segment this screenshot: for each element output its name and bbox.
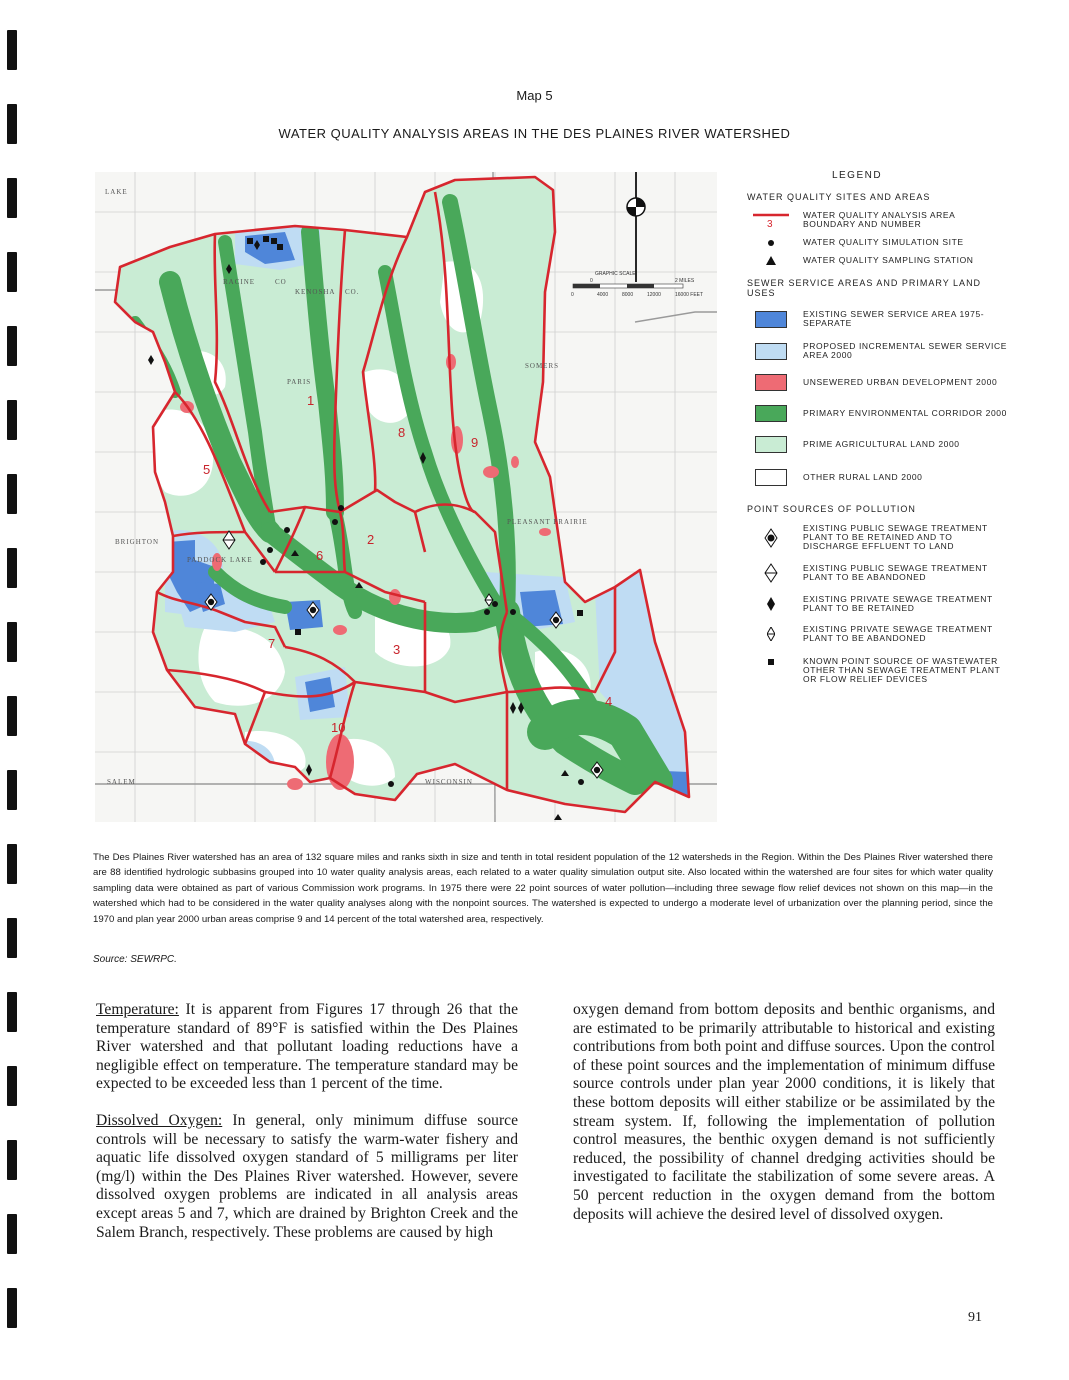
binding-hole bbox=[7, 1214, 17, 1254]
binding-hole bbox=[7, 400, 17, 440]
legend-row-corridor bbox=[747, 405, 1007, 422]
legend-row-existing-sewer bbox=[747, 310, 1007, 328]
boundary-line-icon bbox=[751, 212, 791, 228]
legend-row-simulation bbox=[747, 238, 1007, 247]
existing-sewer-swatch bbox=[755, 311, 787, 328]
unsewered-swatch bbox=[755, 374, 787, 391]
paragraph-continued: oxygen demand from bottom deposits and benthic organisms, and are estimated to be primarily attributable to historical and existing contributions from both point and diffuse sources. Upon the control of these point sources and the implementation of minimum diffuse source controls under plan year 2000 conditions, it is likely that these bottom deposits will either stabilize or be assimilated by the stream system. If, following the implementation of pollution control measures, the benthic oxygen demand is not sufficiently reduced, the possibility of channel dredging activities should be investigated to facilitate the stabilization of some severe areas. A 50 percent reduction in the oxygen demand from the bottom deposits will achieve the desired level of dissolved oxygen. bbox=[573, 1001, 995, 1223]
simulation-site bbox=[484, 609, 490, 615]
binding-strip bbox=[0, 0, 30, 1380]
binding-hole bbox=[7, 30, 17, 70]
private-abandoned-icon bbox=[767, 627, 775, 641]
legend-boundary-symbol bbox=[747, 212, 795, 228]
legend-row-public-abandoned bbox=[747, 563, 1007, 583]
simulation-site bbox=[388, 781, 394, 787]
map-legend bbox=[747, 170, 1007, 684]
place-label: LAKE bbox=[105, 188, 128, 196]
proposed-sewer-swatch bbox=[755, 343, 787, 360]
binding-hole bbox=[7, 992, 17, 1032]
place-label: PLEASANT PRAIRIE bbox=[507, 518, 588, 526]
legend-other-source-label: KNOWN POINT SOURCE OF WASTEWATER OTHER THAN SEWAGE TREATMENT PLANT OR FLOW RELIEF DEVICES bbox=[803, 656, 1001, 684]
area-number-3: 3 bbox=[393, 642, 401, 657]
legend-section-point: POINT SOURCES OF POLLUTION bbox=[747, 504, 916, 514]
paragraph-dissolved-oxygen bbox=[96, 1112, 518, 1242]
heading-temperature: Temperature: bbox=[96, 1001, 179, 1018]
place-label: SOMERS bbox=[525, 362, 560, 370]
legend-public-abandoned-label: EXISTING PUBLIC SEWAGE TREATMENT PLANT TO BE ABANDONED bbox=[803, 563, 988, 582]
map-canvas bbox=[95, 172, 717, 822]
scale-tick: 16000 FEET bbox=[675, 292, 704, 298]
binding-hole bbox=[7, 1066, 17, 1106]
legend-row-sampling bbox=[747, 256, 1007, 265]
legend-section-sites: WATER QUALITY SITES AND AREAS bbox=[747, 192, 931, 202]
prime-ag-swatch bbox=[755, 436, 787, 453]
simulation-site bbox=[578, 779, 584, 785]
place-label: PADDOCK LAKE bbox=[187, 556, 253, 564]
map-label: Map 5 bbox=[516, 88, 553, 103]
simulation-site bbox=[267, 547, 273, 553]
legend-title: LEGEND bbox=[831, 170, 883, 181]
scale-label: GRAPHIC SCALE bbox=[595, 271, 636, 277]
scale-miles-label: 2 MILES bbox=[675, 278, 695, 284]
legend-row-private-retained bbox=[747, 595, 1007, 613]
legend-prime-ag-label: PRIME AGRICULTURAL LAND 2000 bbox=[803, 439, 960, 449]
binding-hole bbox=[7, 178, 17, 218]
legend-public-retained-label: EXISTING PUBLIC SEWAGE TREATMENT PLANT TO BE RETAINED AND TO DISCHARGE EFFLUENT TO LAND bbox=[803, 523, 988, 551]
place-label: SALEM bbox=[107, 778, 136, 786]
text-column-right bbox=[573, 1001, 995, 1242]
scale-tick: 4000 bbox=[597, 292, 609, 298]
scale-tick: 0 bbox=[571, 292, 574, 298]
text-dissolved-oxygen: In general, only minimum diffuse source controls will be necessary to satisfy the warm-water fishery and aquatic life dissolved oxygen standard of 5 milligrams per liter (mg/l) within the Des Plaines River watershed. However, severe dissolved oxygen problems are indicated in all analysis areas except areas 5 and 7, which are drained by Brighton Creek and the Salem Branch, respectively. These problems are caused by high bbox=[96, 1111, 518, 1241]
legend-row-unsewered bbox=[747, 374, 1007, 391]
area-number-1: 1 bbox=[307, 393, 315, 408]
legend-unsewered-label: UNSEWERED URBAN DEVELOPMENT 2000 bbox=[803, 377, 998, 387]
simulation-dot-icon bbox=[768, 240, 774, 246]
place-label: KENOSHA bbox=[295, 288, 336, 296]
scale-tick: 8000 bbox=[622, 292, 634, 298]
watershed-map bbox=[95, 172, 717, 822]
legend-row-other-source bbox=[747, 657, 1007, 684]
simulation-site bbox=[260, 559, 266, 565]
binding-hole bbox=[7, 474, 17, 514]
text-temperature: It is apparent from Figures 17 through 26 that the temperature standard of 89°F is satisfied within the Des Plaines River watershed and that pollutant loading reductions have a negligible effect on temperature. The temperature standard may be expected to be exceeded less than 1 percent of the time. bbox=[96, 1001, 518, 1093]
text-column-left bbox=[96, 1001, 518, 1260]
private-retained-icon bbox=[767, 597, 775, 611]
scale-tick: 12000 bbox=[647, 292, 661, 298]
binding-hole bbox=[7, 1140, 17, 1180]
place-label: WISCONSIN bbox=[425, 778, 473, 786]
simulation-site bbox=[332, 519, 338, 525]
public-abandoned-icon bbox=[764, 563, 778, 583]
legend-corridor-label: PRIMARY ENVIRONMENTAL CORRIDOR 2000 bbox=[803, 408, 1007, 418]
legend-row-private-abandoned bbox=[747, 625, 1007, 643]
simulation-site bbox=[338, 505, 344, 511]
legend-boundary-label: WATER QUALITY ANALYSIS AREA BOUNDARY AND NUMBER bbox=[803, 210, 955, 229]
place-label: PARIS bbox=[287, 378, 312, 386]
corridor-swatch bbox=[755, 405, 787, 422]
binding-hole bbox=[7, 844, 17, 884]
place-label: CO. bbox=[345, 288, 360, 296]
binding-hole bbox=[7, 252, 17, 292]
map-title: WATER QUALITY ANALYSIS AREAS IN THE DES PLAINES RIVER WATERSHED bbox=[278, 126, 791, 141]
legend-existing-sewer-label: EXISTING SEWER SERVICE AREA 1975-SEPARATE bbox=[803, 309, 985, 328]
area-number-4: 4 bbox=[605, 694, 613, 709]
page-number: 91 bbox=[968, 1310, 982, 1325]
paragraph-temperature bbox=[96, 1001, 518, 1094]
legend-private-abandoned-label: EXISTING PRIVATE SEWAGE TREATMENT PLANT TO BE ABANDONED bbox=[803, 624, 993, 643]
legend-sampling-label: WATER QUALITY SAMPLING STATION bbox=[803, 255, 974, 265]
map-caption: The Des Plaines River watershed has an area of 132 square miles and ranks sixth in size and tenth in total resident population of the 12 watersheds in the Region. Within the Des Plaines River watershed there are 88 identified hydrologic subbasins grouped into 10 water quality analysis areas, each related to a water quality simulation output site. Also located within the watershed are four sites for which water quality sampling data were obtained as part of various Commission work programs. In 1975 there were 22 point sources of water pollution—including three sewage flow relief devices not shown on this map—in the watershed which had to be considered in the water quality analyses along with the nonpoint sources. The watershed is expected to undergo a moderate level of urbanization over the planning period, since the 1970 and plan year 2000 urban areas comprise 9 and 14 percent of the total watershed area, respectively. bbox=[93, 852, 993, 925]
other-rural-swatch bbox=[755, 469, 787, 486]
sampling-triangle-icon bbox=[766, 256, 776, 265]
area-number-10: 10 bbox=[331, 720, 346, 735]
binding-hole bbox=[7, 1288, 17, 1328]
binding-hole bbox=[7, 622, 17, 662]
area-number-8: 8 bbox=[398, 425, 406, 440]
simulation-site bbox=[284, 527, 290, 533]
binding-hole bbox=[7, 548, 17, 588]
legend-simulation-label: WATER QUALITY SIMULATION SITE bbox=[803, 237, 964, 247]
place-label: RACINE bbox=[223, 278, 256, 286]
area-number-7: 7 bbox=[268, 636, 276, 651]
binding-hole bbox=[7, 770, 17, 810]
legend-section-land: SEWER SERVICE AREAS AND PRIMARY LAND USES bbox=[747, 278, 982, 298]
simulation-site bbox=[492, 601, 498, 607]
simulation-site bbox=[510, 609, 516, 615]
scale-mile-zero: 0 bbox=[590, 278, 593, 284]
public-retained-icon bbox=[764, 528, 778, 548]
legend-row-boundary bbox=[747, 211, 1007, 229]
area-number-5: 5 bbox=[203, 462, 211, 477]
legend-private-retained-label: EXISTING PRIVATE SEWAGE TREATMENT PLANT TO BE RETAINED bbox=[803, 594, 993, 613]
boundary-sample-number: 3 bbox=[767, 219, 774, 228]
place-label: CO bbox=[275, 278, 287, 286]
area-number-9: 9 bbox=[471, 435, 479, 450]
legend-row-prime-ag bbox=[747, 436, 1007, 453]
area-number-6: 6 bbox=[316, 548, 324, 563]
legend-row-public-retained bbox=[747, 524, 1007, 551]
binding-hole bbox=[7, 326, 17, 366]
binding-hole bbox=[7, 696, 17, 736]
legend-row-proposed-sewer bbox=[747, 342, 1007, 360]
binding-hole bbox=[7, 918, 17, 958]
map-source: Source: SEWRPC. bbox=[93, 954, 177, 965]
place-label: BRIGHTON bbox=[115, 538, 160, 546]
area-number-2: 2 bbox=[367, 532, 375, 547]
point-source-square-icon bbox=[768, 659, 774, 665]
legend-row-other-rural bbox=[747, 469, 1007, 486]
heading-dissolved-oxygen: Dissolved Oxygen: bbox=[96, 1111, 223, 1129]
legend-other-rural-label: OTHER RURAL LAND 2000 bbox=[803, 472, 923, 482]
legend-proposed-sewer-label: PROPOSED INCREMENTAL SEWER SERVICE AREA 2000 bbox=[803, 341, 1007, 360]
